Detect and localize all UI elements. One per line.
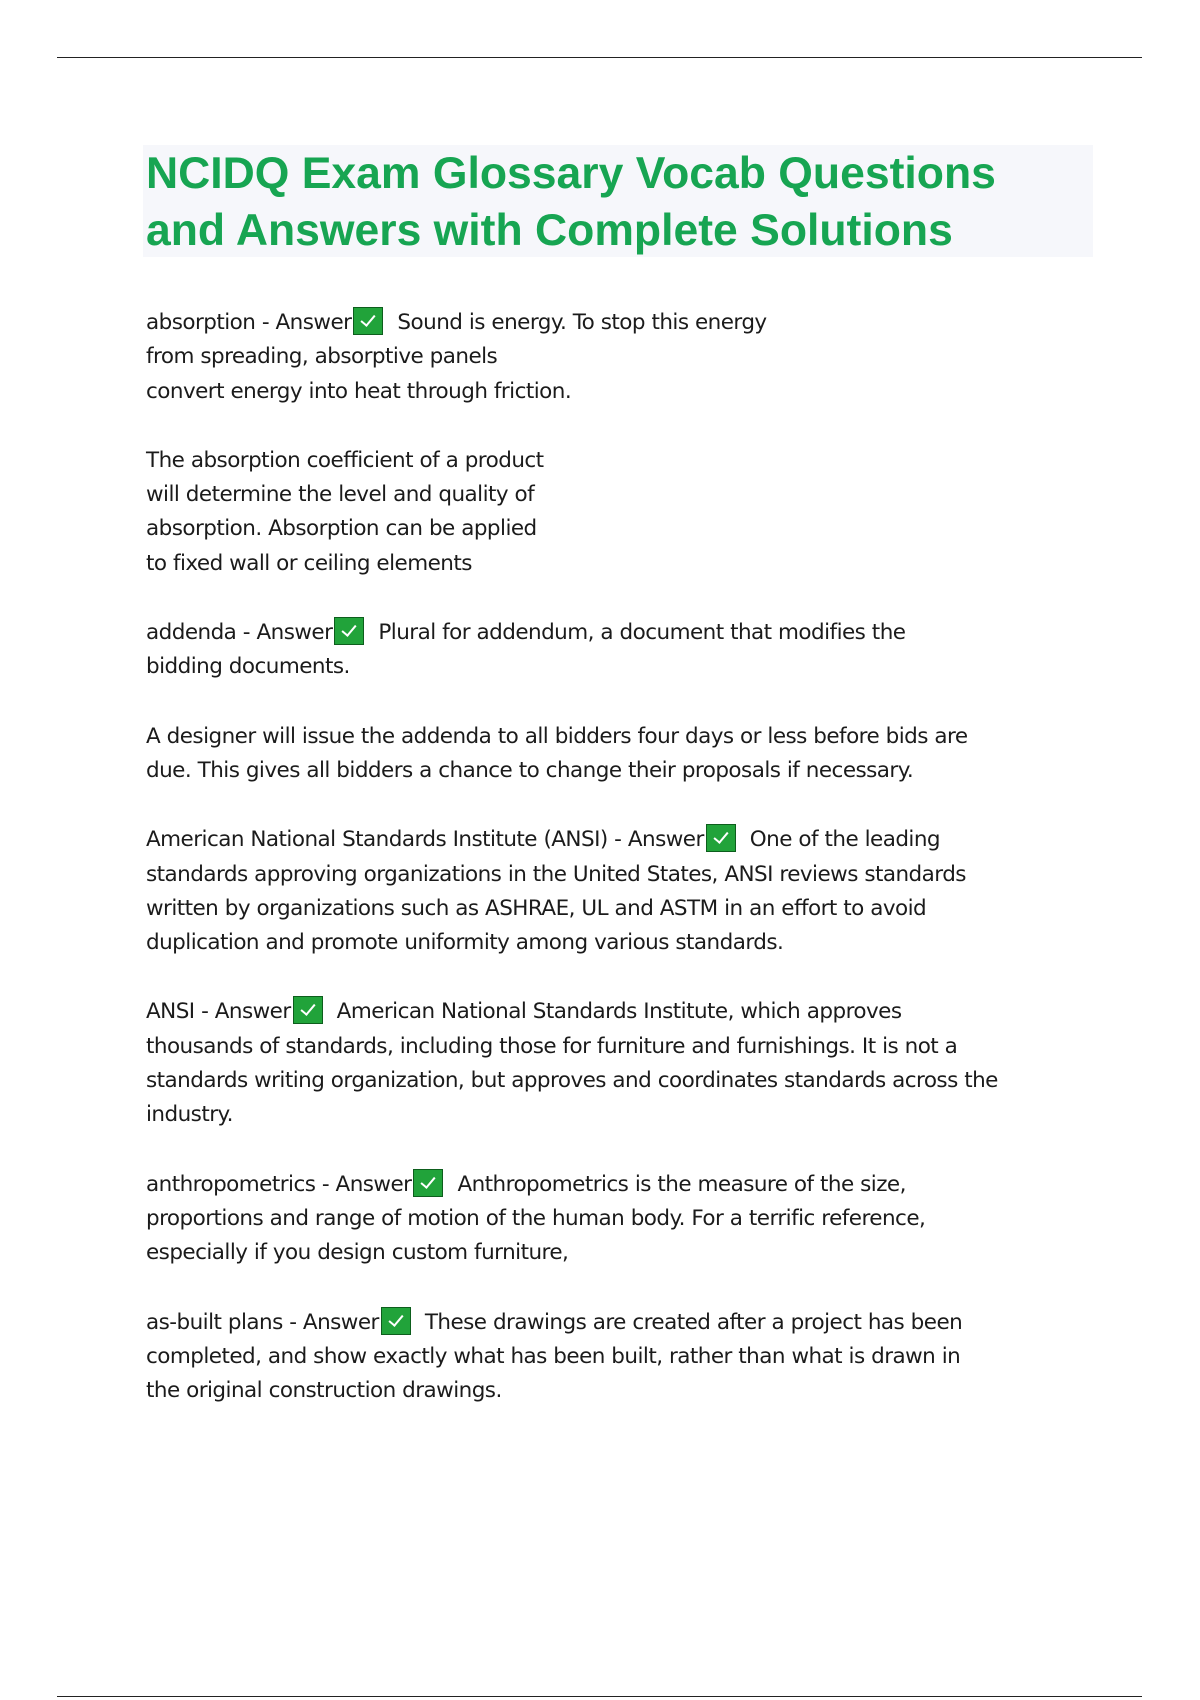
entry-line: standards writing organization, but approves and coordinates standards across the (146, 1068, 998, 1094)
entry-term: absorption - Answer (146, 310, 352, 335)
page-title (146, 145, 1106, 259)
check-mark-icon (706, 824, 736, 852)
check-mark-icon (353, 307, 383, 335)
entry-answer-start: These drawings are created after a project has been (424, 1309, 963, 1335)
entry-answer-start: Plural for addendum, a document that modifies the (378, 620, 906, 646)
check-mark-icon (334, 617, 364, 645)
entry-line: the original construction drawings. (146, 1378, 502, 1404)
entry-first-line (146, 306, 1146, 340)
title-line: NCIDQ Exam Glossary Vocab Questions (146, 149, 996, 198)
glossary-content (146, 306, 1146, 1443)
entry-answer-start: American National Standards Institute, which approves (336, 999, 902, 1025)
entry-answer-start: Anthropometrics is the measure of the size, (457, 1171, 906, 1197)
glossary-entry-absorption (146, 306, 1146, 409)
glossary-paragraph-absorption-coefficient (146, 444, 1146, 581)
entry-line: duplication and promote uniformity among various standards. (146, 930, 784, 956)
entry-first-line (146, 616, 1146, 650)
entry-line: industry. (146, 1102, 233, 1128)
entry-line: absorption. Absorption can be applied (146, 516, 537, 542)
entry-line: The absorption coefficient of a product (146, 447, 544, 473)
entry-line: standards approving organizations in the United States, ANSI reviews standards (146, 861, 966, 887)
entry-first-line (146, 823, 1146, 857)
entry-line: completed, and show exactly what has been built, rather than what is drawn in (146, 1343, 961, 1369)
glossary-entry-ansi (146, 995, 1146, 1132)
entry-answer-start: One of the leading (749, 827, 941, 853)
glossary-entry-anthropometrics (146, 1168, 1146, 1271)
entry-first-line (146, 995, 1146, 1029)
check-mark-icon (381, 1307, 411, 1335)
entry-term: anthropometrics - Answer (146, 1171, 412, 1197)
entry-term: addenda - Answer (146, 620, 333, 646)
entry-term: American National Standards Institute (ANSI) - Answer (146, 827, 704, 853)
title-line: and Answers with Complete Solutions (146, 206, 953, 255)
entry-line: A designer will issue the addenda to all bidders four days or less before bids are (146, 723, 968, 749)
entry-term: as-built plans - Answer (146, 1309, 379, 1335)
entry-answer-start: Sound is energy. To stop this energy (397, 310, 767, 335)
bottom-rule (57, 1696, 1142, 1697)
check-mark-icon (293, 996, 323, 1024)
entry-first-line (146, 1168, 1146, 1202)
entry-line: proportions and range of motion of the human body. For a terrific reference, (146, 1205, 926, 1231)
entry-first-line (146, 1306, 1146, 1340)
entry-term: ANSI - Answer (146, 999, 291, 1025)
entry-line: due. This gives all bidders a chance to change their proposals if necessary. (146, 757, 914, 783)
glossary-paragraph-addenda-issue (146, 720, 1146, 789)
entry-line: from spreading, absorptive panels (146, 344, 498, 370)
glossary-entry-as-built-plans (146, 1306, 1146, 1409)
entry-line: thousands of standards, including those for furniture and furnishings. It is not a (146, 1033, 958, 1059)
glossary-entry-ansi-institute (146, 823, 1146, 960)
entry-line: especially if you design custom furniture, (146, 1240, 569, 1266)
entry-line: will determine the level and quality of (146, 482, 535, 508)
entry-line: written by organizations such as ASHRAE, UL and ASTM in an effort to avoid (146, 895, 927, 921)
top-rule (57, 57, 1142, 58)
glossary-entry-addenda (146, 616, 1146, 685)
check-mark-icon (413, 1169, 443, 1197)
entry-line: to fixed wall or ceiling elements (146, 550, 472, 576)
entry-line: convert energy into heat through friction. (146, 378, 572, 404)
entry-line: bidding documents. (146, 654, 350, 680)
